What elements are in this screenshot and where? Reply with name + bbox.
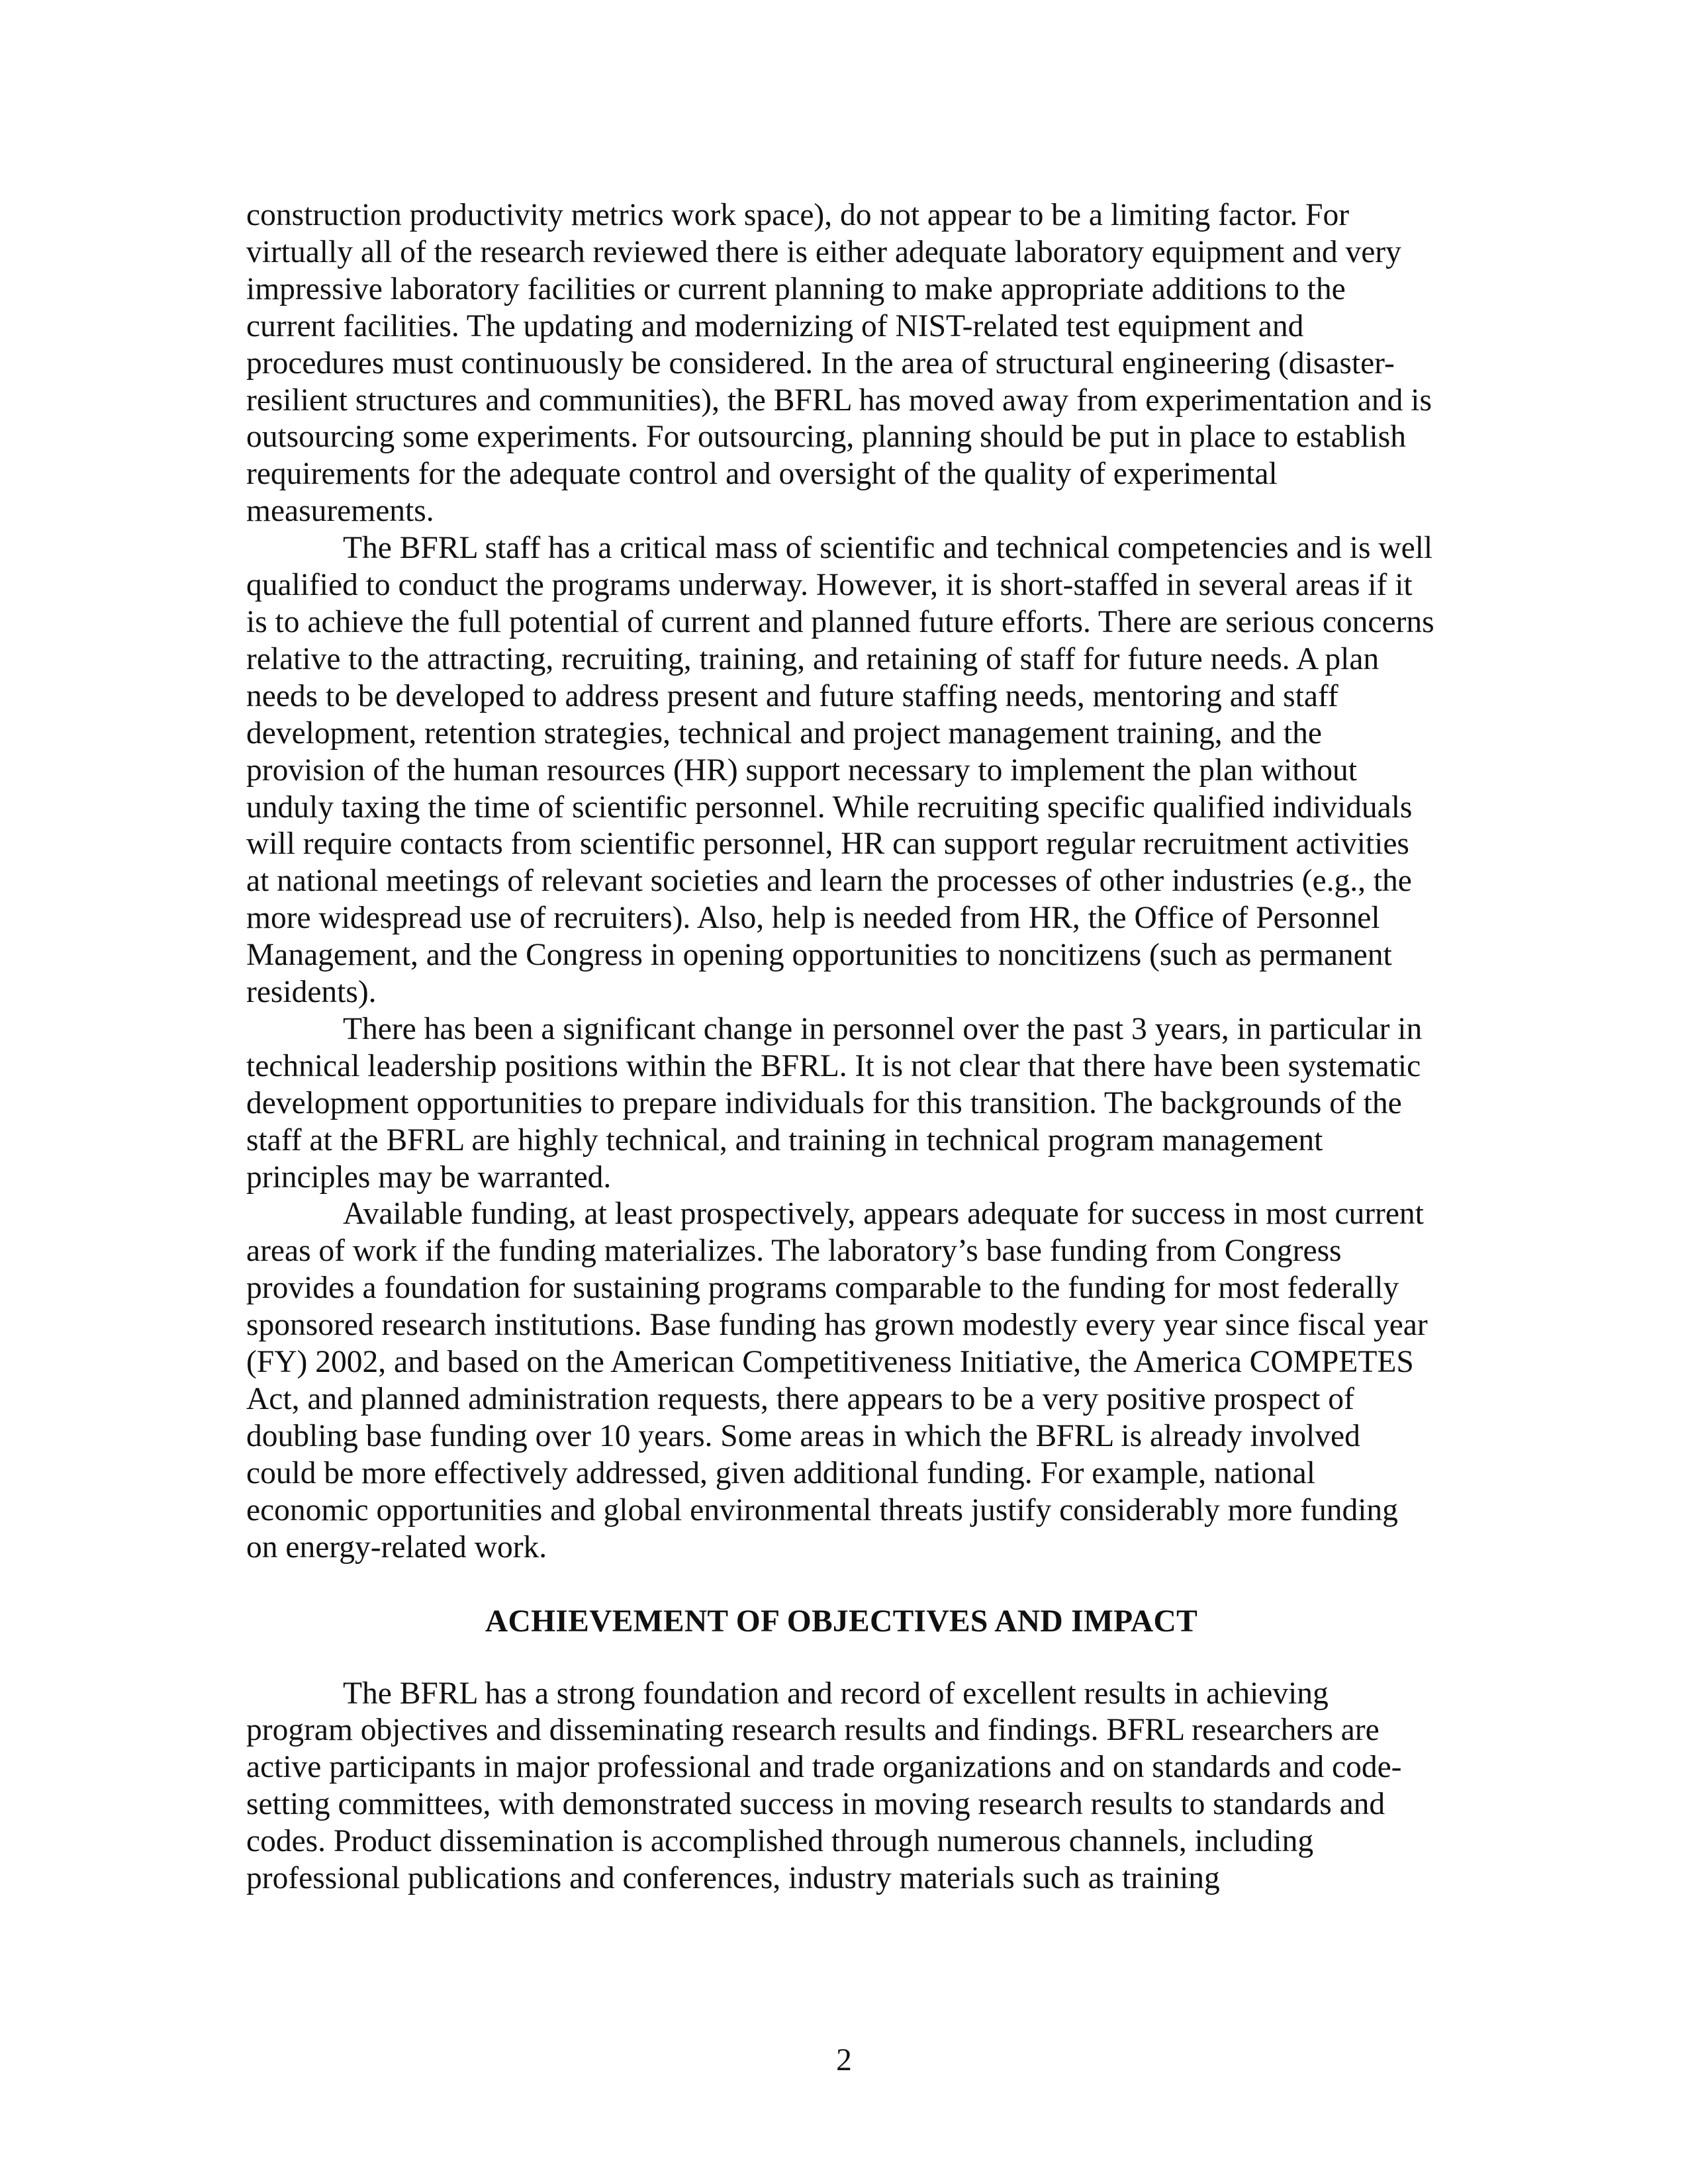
page-number: 2 [836,2043,852,2077]
paragraph-facilities: construction productivity metrics work space), do not appear to be a limiting factor. For virtually all of the research reviewed there is either adequate laboratory equipment and very impressive laboratory facilities or current planning to make appropriate additions to the current facilities. The updating and modernizing of NIST-related test equipment and procedures must continuously be considered. In the area of structural engineering (disaster-resilient structures and communities), the BFRL has moved away from experimentation and is outsourcing some experiments. For outsourcing, planning should be put in place to establish requirements for the adequate control and oversight of the quality of experimental measurements. [246,198,1432,529]
paragraph-achievement: The BFRL has a strong foundation and record of excellent results in achieving program objectives and disseminating research results and findings. BFRL researchers are active participants in major professional and trade organizations and on standards and code-setting committees, with demonstrated success in moving research results to standards and codes. Product dissemination is accomplished through numerous channels, including professional publications and conferences, industry materials such as training [246,1676,1402,1896]
paragraph-funding: Available funding, at least prospectively, appears adequate for success in most current areas of work if the funding materializes. The laboratory’s base funding from Congress provides a foundation for sustaining programs comparable to the funding for most federally sponsored research institutions. Base funding has grown modestly every year since fiscal year (FY) 2002, and based on the American Competitiveness Initiative, the America COMPETES Act, and planned administration requests, there appears to be a very positive prospect of doubling base funding over 10 years. Some areas in which the BFRL is already involved could be more effectively addressed, given additional funding. For example, national economic opportunities and global environmental threats justify considerably more funding on energy-related work. [246,1197,1428,1565]
body-text [246,197,1436,1897]
paragraph-staffing: The BFRL staff has a critical mass of scientific and technical competencies and is well qualified to conduct the programs underway. However, it is short-staffed in several areas if it is to achieve the full potential of current and planned future efforts. There are serious concerns relative to the attracting, recruiting, training, and retaining of staff for future needs. A plan needs to be developed to address present and future staffing needs, mentoring and staff development, retention strategies, technical and project management training, and the provision of the human resources (HR) support necessary to implement the plan without unduly taxing the time of scientific personnel. While recruiting specific qualified individuals will require contacts from scientific personnel, HR can support regular recruitment activities at national meetings of relevant societies and learn the processes of other industries (e.g., the more widespread use of recruiters). Also, help is needed from HR, the Office of Personnel Management, and the Congress in opening opportunities to noncitizens (such as permanent residents). [246,531,1434,1010]
section-heading: ACHIEVEMENT OF OBJECTIVES AND IMPACT [485,1604,1198,1639]
paragraph-personnel-change: There has been a significant change in personnel over the past 3 years, in particular in technical leadership positions within the BFRL. It is not clear that there have been systematic development opportunities to prepare individuals for this transition. The backgrounds of the staff at the BFRL are highly technical, and training in technical program management principles may be warranted. [246,1011,1423,1195]
